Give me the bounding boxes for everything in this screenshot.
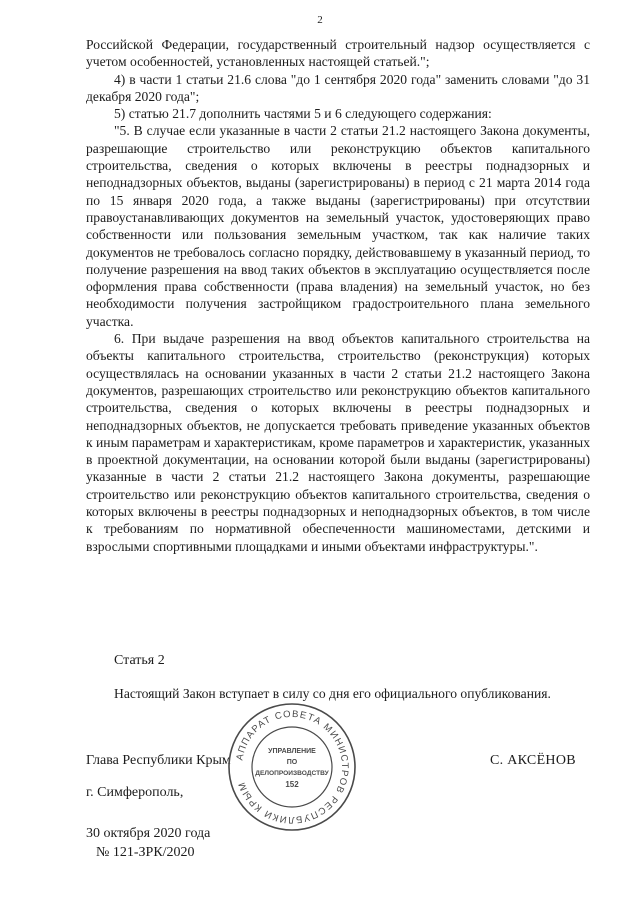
stamp-seal-icon — [225, 700, 359, 834]
signatory-title: Глава Республики Крым — [86, 753, 231, 768]
paragraph-item-5: 5) статью 21.7 дополнить частями 5 и 6 следующего содержания: — [114, 106, 492, 122]
stamp-line-3: ДЕЛОПРОИЗВОДСТВУ — [255, 770, 329, 777]
official-stamp — [225, 700, 359, 834]
entry-into-force-text: Настоящий Закон вступает в силу со дня его официального опубликования. — [114, 686, 551, 701]
signatory-name: С. АКСЁНОВ — [490, 753, 576, 768]
stamp-line-1: УПРАВЛЕНИЕ — [268, 748, 316, 755]
document-number: № 121-ЗРК/2020 — [96, 845, 195, 860]
stamp-line-4: 152 — [285, 780, 299, 789]
document-date: 30 октября 2020 года — [86, 826, 211, 841]
stamp-ring-text: АППАРАТ СОВЕТА МИНИСТРОВ РЕСПУБЛИКИ КРЫМ — [234, 708, 351, 826]
stamp-line-2: ПО — [286, 759, 298, 766]
paragraph-item-4: 4) в части 1 статьи 21.6 слова "до 1 сентября 2020 года" заменить словами "до 31 декабря 2020 года"; — [86, 71, 590, 104]
paragraph-part-5: "5. В случае если указанные в части 2 статьи 21.2 настоящего Закона документы, разрешающие строительство или реконструкцию объектов капитального строительства, сведения о которых включены в реестры поднадзорных и неподнадзорных объектов, выданы (зарегистрированы) в период с 21 марта 2014 года по 15 января 2020 года, а также выданы (зарегистрированы) при отсутствии правоустанавливающих документов на земельный участок, удостоверяющих право собственности или пользования земельным участком, так как наличие таких документов не требовалось согласно порядку, действовавшему в указанный период, то получение разрешения на ввод таких объектов в эксплуатацию осуществляется после оформления права собственности (права владения) на земельный участок, но без необходимости получения застройщиком градостроительного плана земельного участка. — [86, 123, 590, 329]
page-number: 2 — [317, 14, 323, 26]
paragraph-part-6: 6. При выдаче разрешения на ввод объектов капитального строительства на объекты капитального строительства, строительство (реконструкция) которых осуществлялась на основании указанных в части 2 статьи 21.2 настоящего Закона документов, разрешающих строительство или реконструкцию объектов капитального строительства, сведения о которых включены в реестры поднадзорных и неподнадзорных объектов, не допускается требовать приведение указанных объектов к иным параметрам и характеристикам, кроме параметров и характеристик, указанных в проектной документации, на основании которой были выданы (зарегистрированы) указанные в части 2 статьи 21.2 настоящего Закона документы, разрешающие строительство или реконструкцию объектов капитального строительства, сведения о которых включены в реестры поднадзорных и неподнадзорных объектов, в том числе к требованиям по нормативной обеспеченности машиноместами, детскими и взрослыми спортивными площадками и иными объектами инфраструктуры.". — [86, 331, 590, 554]
article-heading: Статья 2 — [114, 653, 165, 668]
document-body — [86, 36, 590, 555]
paragraph-continuation: Российской Федерации, государственный строительный надзор осуществляется с учетом особенностей, установленных настоящей статьей."; — [86, 37, 590, 70]
city-name: г. Симферополь, — [86, 785, 184, 800]
